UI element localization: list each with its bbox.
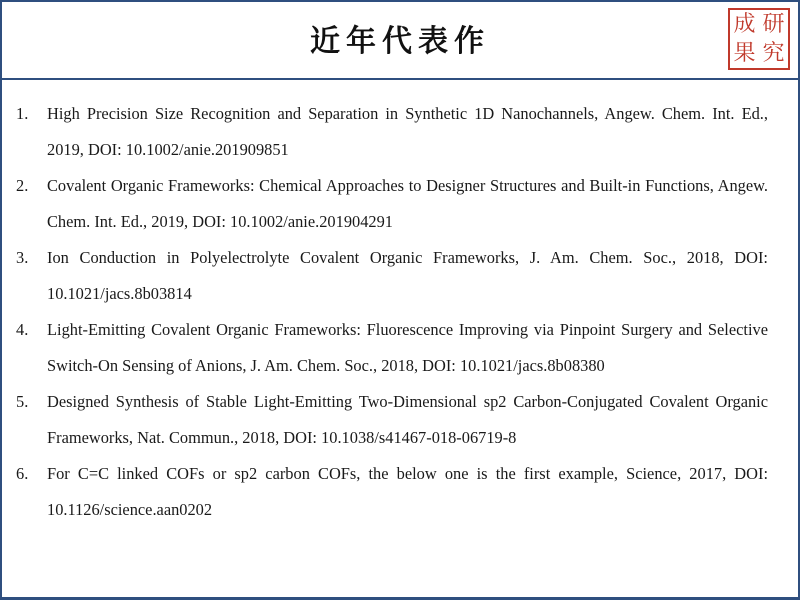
reference-number: 5. xyxy=(16,392,29,411)
seal-char: 究 xyxy=(762,40,785,66)
reference-item xyxy=(16,96,768,168)
reference-number: 4. xyxy=(16,320,29,339)
reference-text: Light-Emitting Covalent Organic Frameworks: Fluorescence Improving via Pinpoint Surgery and Selective Switch-On Sensing of Anions, J. Am. Chem. Soc., 2018, DOI: 10.1021/jacs.8b08380 xyxy=(47,320,768,375)
reference-text: Ion Conduction in Polyelectrolyte Covalent Organic Frameworks, J. Am. Chem. Soc., 2018, DOI: 10.1021/jacs.8b03814 xyxy=(47,248,768,303)
reference-number: 2. xyxy=(16,176,29,195)
reference-text: High Precision Size Recognition and Separation in Synthetic 1D Nanochannels, Angew. Chem. Int. Ed., 2019, DOI: 10.1002/anie.201909851 xyxy=(47,104,768,159)
reference-number: 1. xyxy=(16,104,29,123)
header xyxy=(2,2,798,80)
page-title: 近年代表作 xyxy=(310,24,490,59)
seal-char: 研 xyxy=(762,11,785,37)
reference-text: For C=C linked COFs or sp2 carbon COFs, the below one is the first example, Science, 2017, DOI: 10.1126/science.aan0202 xyxy=(47,464,768,519)
reference-item xyxy=(16,456,768,528)
reference-text: Designed Synthesis of Stable Light-Emitting Two-Dimensional sp2 Carbon-Conjugated Covalent Organic Frameworks, Nat. Commun., 2018, DOI: 10.1038/s41467-018-06719-8 xyxy=(47,392,768,447)
reference-item xyxy=(16,240,768,312)
reference-number: 3. xyxy=(16,248,29,267)
reference-item xyxy=(16,312,768,384)
reference-item xyxy=(16,168,768,240)
seal-char: 成 xyxy=(733,11,756,37)
seal-stamp-icon xyxy=(728,8,790,70)
reference-number: 6. xyxy=(16,464,29,483)
reference-item xyxy=(16,384,768,456)
seal-char: 果 xyxy=(733,40,756,66)
reference-text: Covalent Organic Frameworks: Chemical Approaches to Designer Structures and Built-in Functions, Angew. Chem. Int. Ed., 2019, DOI: 10.1002/anie.201904291 xyxy=(47,176,768,231)
reference-list xyxy=(16,96,768,528)
